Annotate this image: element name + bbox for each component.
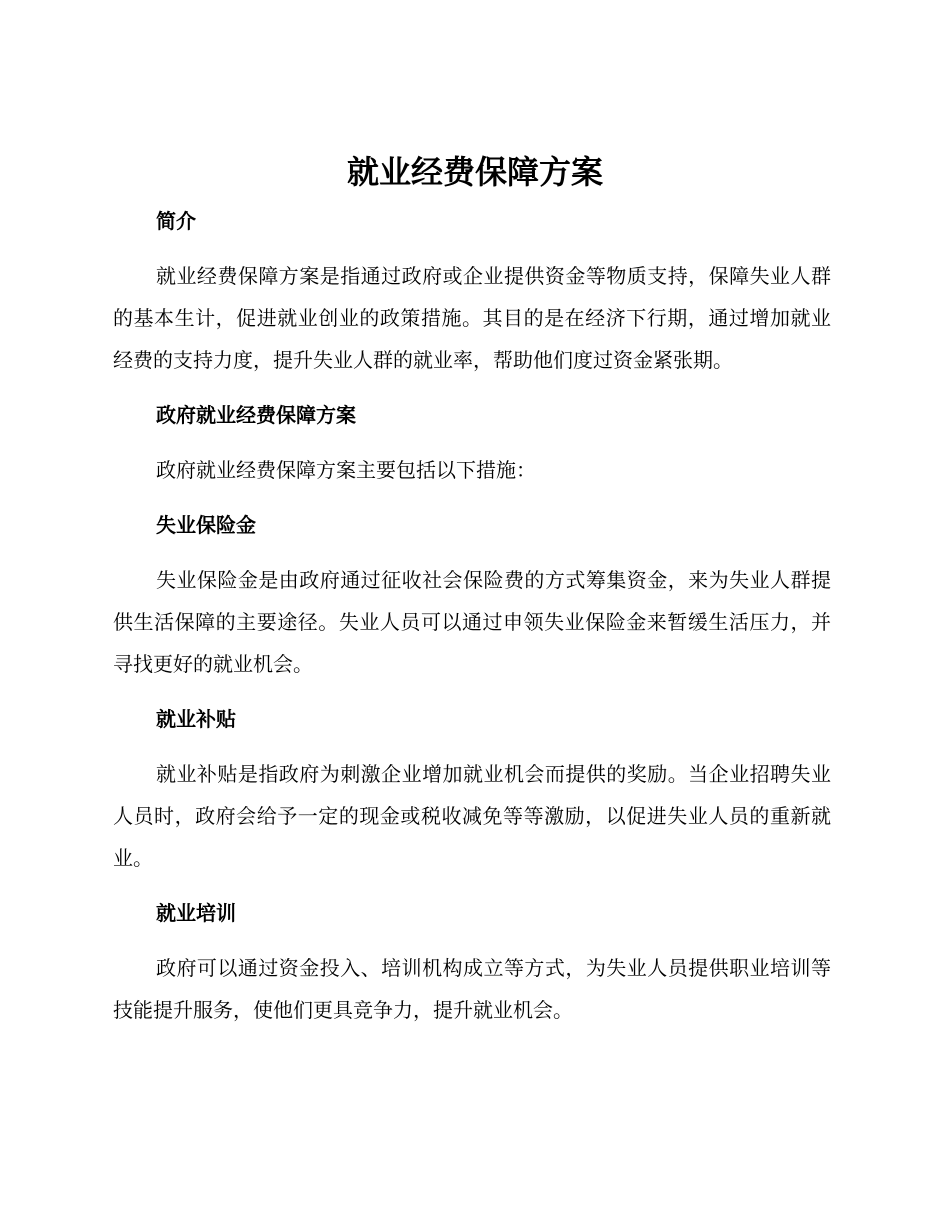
section-paragraph-subsidy: 就业补贴是指政府为刺激企业增加就业机会而提供的奖励。当企业招聘失业人员时，政府会给予一定的现金或税收减免等等激励，以促进失业人员的重新就业。 [113, 762, 831, 870]
section-paragraph-gov: 政府就业经费保障方案主要包括以下措施： [156, 458, 536, 482]
section-paragraph-training: 政府可以通过资金投入、培训机构成立等方式，为失业人员提供职业培训等技能提升服务，使他们更具竞争力，提升就业机会。 [113, 956, 831, 1022]
section-heading-insurance: 失业保险金 [156, 513, 256, 537]
section-paragraph-intro: 就业经费保障方案是指通过政府或企业提供资金等物质支持，保障失业人群的基本生计，促进就业创业的政策措施。其目的是在经济下行期，通过增加就业经费的支持力度，提升失业人群的就业率，帮助他们度过资金紧张期。 [113, 264, 831, 372]
section-paragraph-insurance: 失业保险金是由政府通过征收社会保险费的方式筹集资金，来为失业人群提供生活保障的主要途径。失业人员可以通过申领失业保险金来暂缓生活压力，并寻找更好的就业机会。 [113, 568, 831, 676]
document-title: 就业经费保障方案 [346, 153, 603, 191]
section-heading-subsidy: 就业补贴 [156, 707, 236, 731]
document-body [113, 200, 831, 1031]
section-heading-training: 就业培训 [156, 901, 236, 925]
section-heading-gov: 政府就业经费保障方案 [156, 403, 356, 427]
section-heading-intro: 简介 [156, 209, 196, 233]
